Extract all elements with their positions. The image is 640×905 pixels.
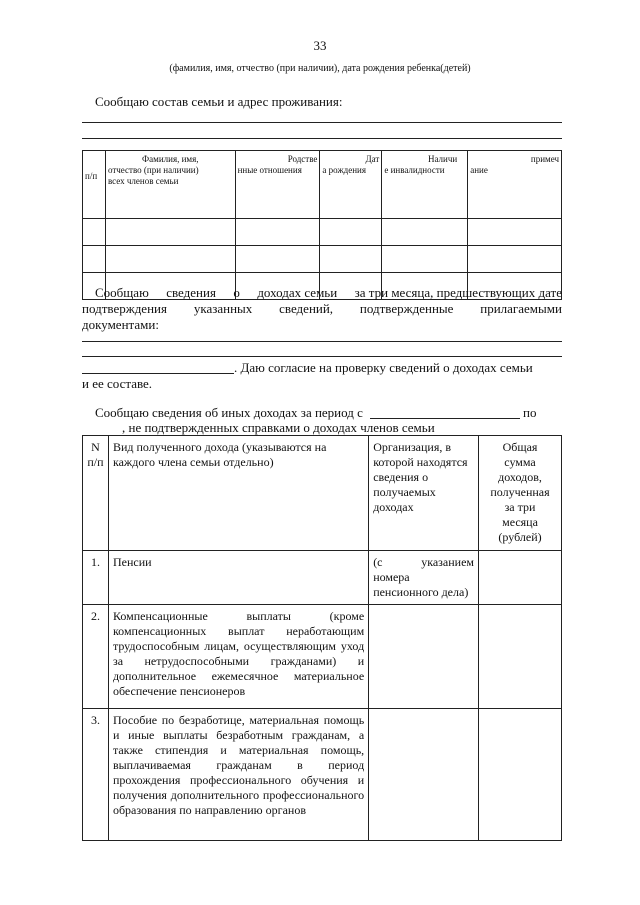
row-organization[interactable]	[369, 605, 479, 709]
header-birth: Дат а рождения	[320, 151, 382, 219]
row-num: 3.	[83, 709, 109, 841]
row-income-type: Пособие по безработице, материальная помощь и иные выплаты безработным гражданам, а также стипендия и материальная помощь, выплачиваемая гражданам в период прохождения профессионального обучения и получения дополнительного профессионального образования по направлению органов	[108, 709, 368, 841]
row-num: 1.	[83, 551, 109, 605]
income-table-header	[83, 436, 562, 551]
documents-line-3[interactable]	[82, 373, 234, 374]
row-income-type: Пенсии	[108, 551, 368, 605]
family-table-header	[83, 151, 562, 219]
header-total: Общая сумма доходов, полученная за три месяца (рублей)	[479, 436, 562, 551]
header-num: п/п	[83, 151, 106, 219]
table-row	[83, 551, 562, 605]
address-line-2[interactable]	[82, 138, 562, 139]
header-organization: Организация, в которой находятся сведения о получаемых доходах	[369, 436, 479, 551]
address-line-1[interactable]	[82, 122, 562, 123]
period-from-field[interactable]	[370, 418, 520, 419]
row-num: 2.	[83, 605, 109, 709]
row-total-input[interactable]	[479, 605, 562, 709]
row-total-input[interactable]	[479, 551, 562, 605]
period-po: по	[523, 405, 537, 420]
table-row	[83, 605, 562, 709]
consent-tail: и ее составе.	[82, 376, 153, 391]
child-caption: (фамилия, имя, отчество (при наличии), дата рождения ребенка(детей)	[169, 63, 471, 74]
documents-line-2[interactable]	[82, 356, 562, 357]
family-intro: Сообщаю состав семьи и адрес проживания:	[95, 94, 343, 109]
other-income-intro: Сообщаю сведения об иных доходах за период с	[95, 405, 363, 420]
row-organization[interactable]	[369, 709, 479, 841]
header-num: N п/п	[83, 436, 109, 551]
row-organization: (с указанием номера пенсионного дела)	[369, 551, 479, 605]
header-name: Фамилия, имя, отчество (при наличии) всех членов семьи	[105, 151, 235, 219]
documents-line-1[interactable]	[82, 341, 562, 342]
row-total-input[interactable]	[479, 709, 562, 841]
income-table	[82, 435, 562, 841]
page-number: 33	[313, 38, 327, 53]
header-disability: Наличи е инвалидности	[382, 151, 468, 219]
header-note: примеч ание	[468, 151, 562, 219]
table-row[interactable]	[83, 246, 562, 273]
income-intro: Сообщаю сведения о доходах семьи за три месяца, предшествующих дате подтверждения указанных сведений, подтвержденные прилагаемыми документами:	[82, 285, 562, 332]
other-income-line2: , не подтвержденных справками о доходах членов семьи	[122, 420, 435, 435]
header-relation: Родстве нные отношения	[235, 151, 320, 219]
table-row[interactable]	[83, 219, 562, 246]
header-income-type: Вид полученного дохода (указываются на каждого члена семьи отдельно)	[108, 436, 368, 551]
consent-text: . Даю согласие на проверку сведений о доходах семьи	[234, 360, 533, 375]
family-table	[82, 150, 562, 300]
row-income-type: Компенсационные выплаты (кроме компенсационных выплат неработающим трудоспособным лицам, осуществляющим уход за нетрудоспособными гражданами) и дополнительное ежемесячное материальное обеспечение пенсионеров	[108, 605, 368, 709]
table-row	[83, 709, 562, 841]
